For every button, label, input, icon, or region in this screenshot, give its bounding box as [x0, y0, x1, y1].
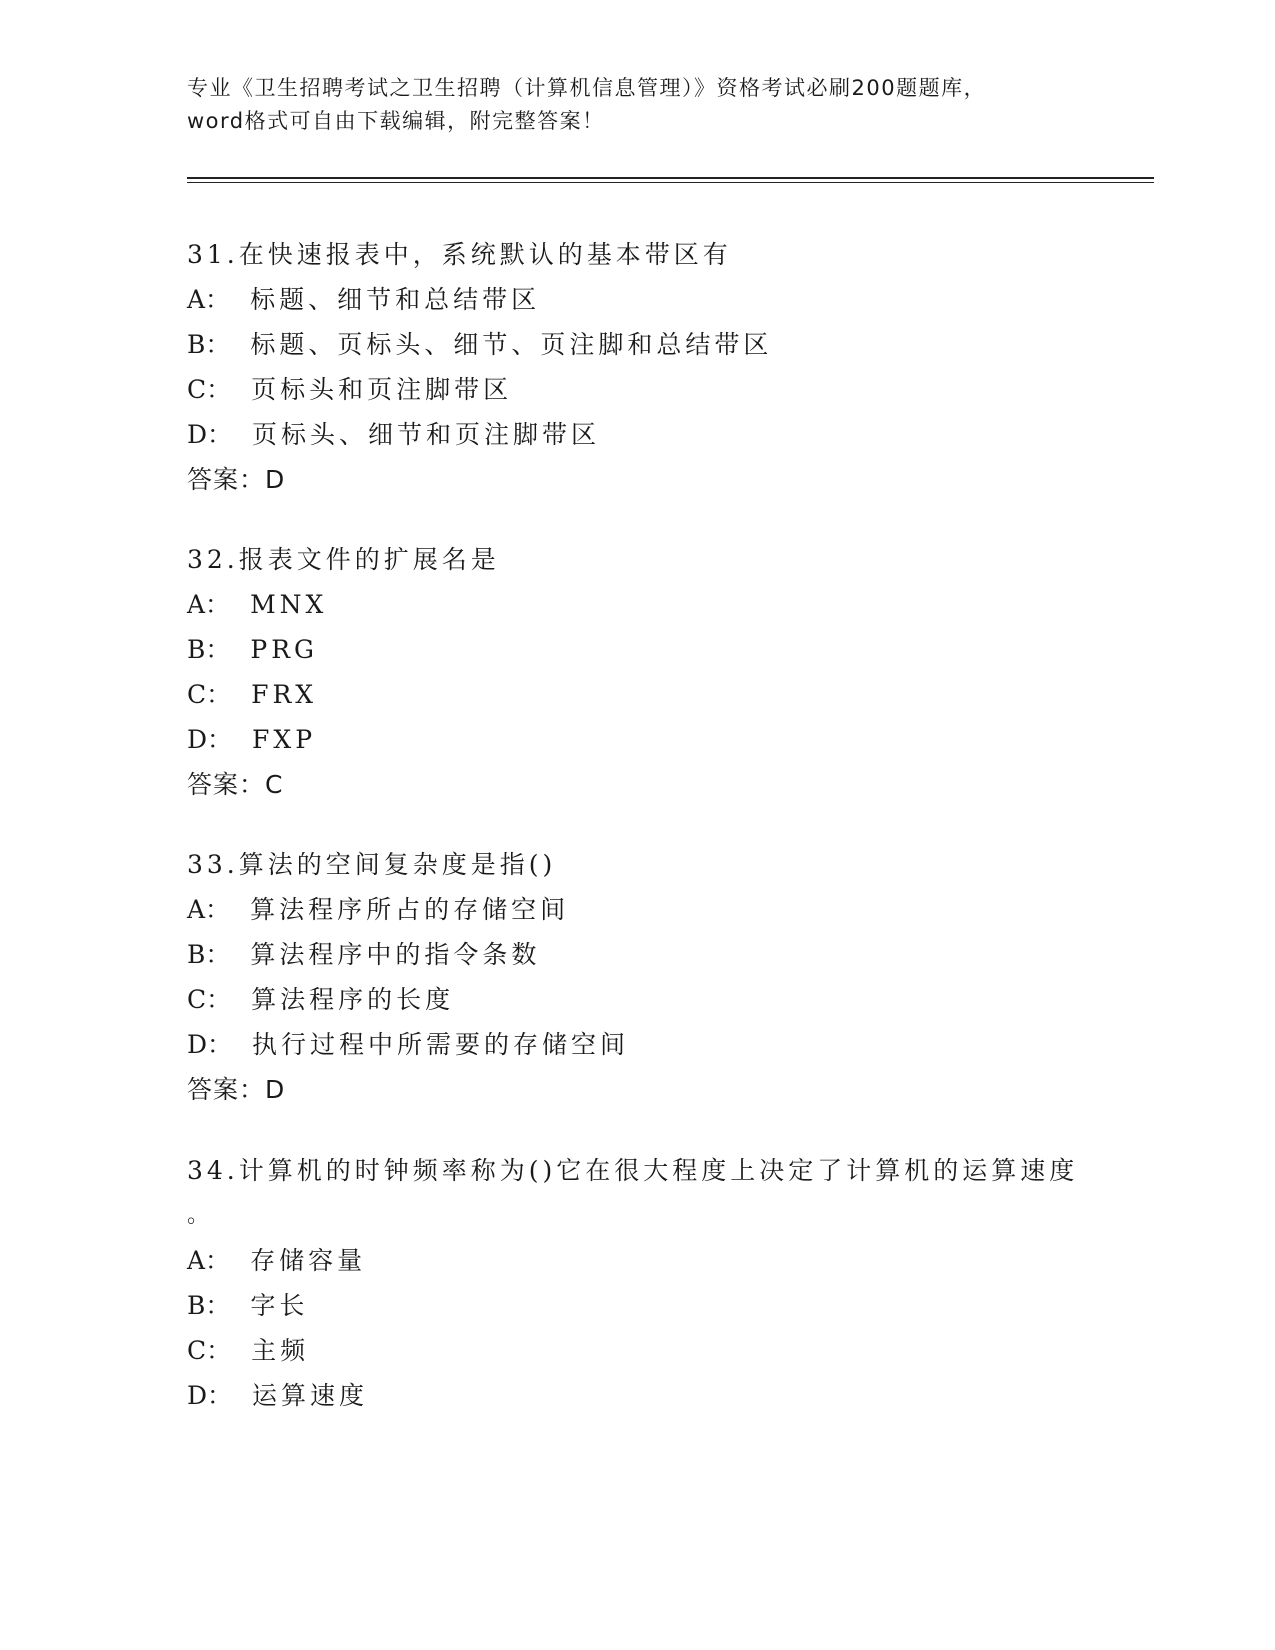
option-text: 算法程序中的指令条数	[250, 940, 541, 969]
option-letter: A：	[187, 1246, 231, 1275]
question-stem-continuation: 。	[187, 1203, 214, 1228]
question-stem: 34.计算机的时钟频率称为()它在很大程度上决定了计算机的运算速度	[187, 1156, 1079, 1185]
option-a	[187, 1238, 1087, 1283]
header-divider-thick	[187, 177, 1154, 179]
option-letter: A：	[187, 895, 231, 924]
question-34	[187, 1148, 1087, 1418]
option-text: PRG	[250, 635, 318, 664]
option-b	[187, 322, 1087, 367]
question-31	[187, 232, 1087, 502]
question-32	[187, 537, 1087, 807]
option-a	[187, 887, 1087, 932]
question-stem: 32.报表文件的扩展名是	[187, 545, 500, 574]
option-text: 标题、页标头、细节、页注脚和总结带区	[250, 330, 773, 359]
option-text: 标题、细节和总结带区	[250, 285, 541, 314]
document-header	[187, 72, 1067, 138]
option-text: 页标头和页注脚带区	[251, 375, 513, 404]
option-b	[187, 627, 1087, 672]
option-letter: C：	[187, 1336, 232, 1365]
option-text: 运算速度	[252, 1381, 369, 1410]
option-c	[187, 367, 1087, 412]
option-text: 执行过程中所需要的存储空间	[252, 1030, 630, 1059]
option-d	[187, 717, 1087, 762]
option-text: 主频	[251, 1336, 310, 1365]
option-b	[187, 932, 1087, 977]
option-c	[187, 672, 1087, 717]
question-stem: 33.算法的空间复杂度是指()	[187, 850, 557, 879]
option-text: MNX	[250, 590, 328, 619]
option-letter: D：	[187, 1381, 233, 1410]
option-text: FXP	[252, 725, 317, 754]
option-c	[187, 1328, 1087, 1373]
answer-key: 答案：D	[187, 1075, 286, 1104]
option-text: 存储容量	[250, 1246, 367, 1275]
option-letter: D：	[187, 420, 233, 449]
option-a	[187, 277, 1087, 322]
option-d	[187, 1022, 1087, 1067]
option-letter: B：	[187, 330, 231, 359]
option-letter: C：	[187, 680, 232, 709]
option-b	[187, 1283, 1087, 1328]
answer-key: 答案：D	[187, 465, 286, 494]
option-a	[187, 582, 1087, 627]
option-letter: D：	[187, 725, 233, 754]
option-text: 算法程序所占的存储空间	[250, 895, 570, 924]
header-title-line-2: word格式可自由下载编辑，附完整答案！	[187, 109, 605, 133]
option-text: 页标头、细节和页注脚带区	[252, 420, 601, 449]
option-c	[187, 977, 1087, 1022]
option-d	[187, 412, 1087, 457]
option-d	[187, 1373, 1087, 1418]
option-letter: C：	[187, 375, 232, 404]
question-stem: 31.在快速报表中，系统默认的基本带区有	[187, 240, 732, 269]
option-text: FRX	[251, 680, 318, 709]
option-letter: C：	[187, 985, 232, 1014]
option-letter: B：	[187, 1291, 231, 1320]
question-33	[187, 842, 1087, 1112]
option-letter: A：	[187, 285, 231, 314]
option-text: 字长	[250, 1291, 309, 1320]
option-letter: D：	[187, 1030, 233, 1059]
answer-key: 答案：C	[187, 770, 284, 799]
option-text: 算法程序的长度	[251, 985, 455, 1014]
header-title-line-1: 专业《卫生招聘考试之卫生招聘（计算机信息管理）》资格考试必刷200题题库，	[187, 76, 987, 100]
option-letter: B：	[187, 635, 231, 664]
option-letter: A：	[187, 590, 231, 619]
header-divider-thin	[187, 182, 1154, 183]
option-letter: B：	[187, 940, 231, 969]
